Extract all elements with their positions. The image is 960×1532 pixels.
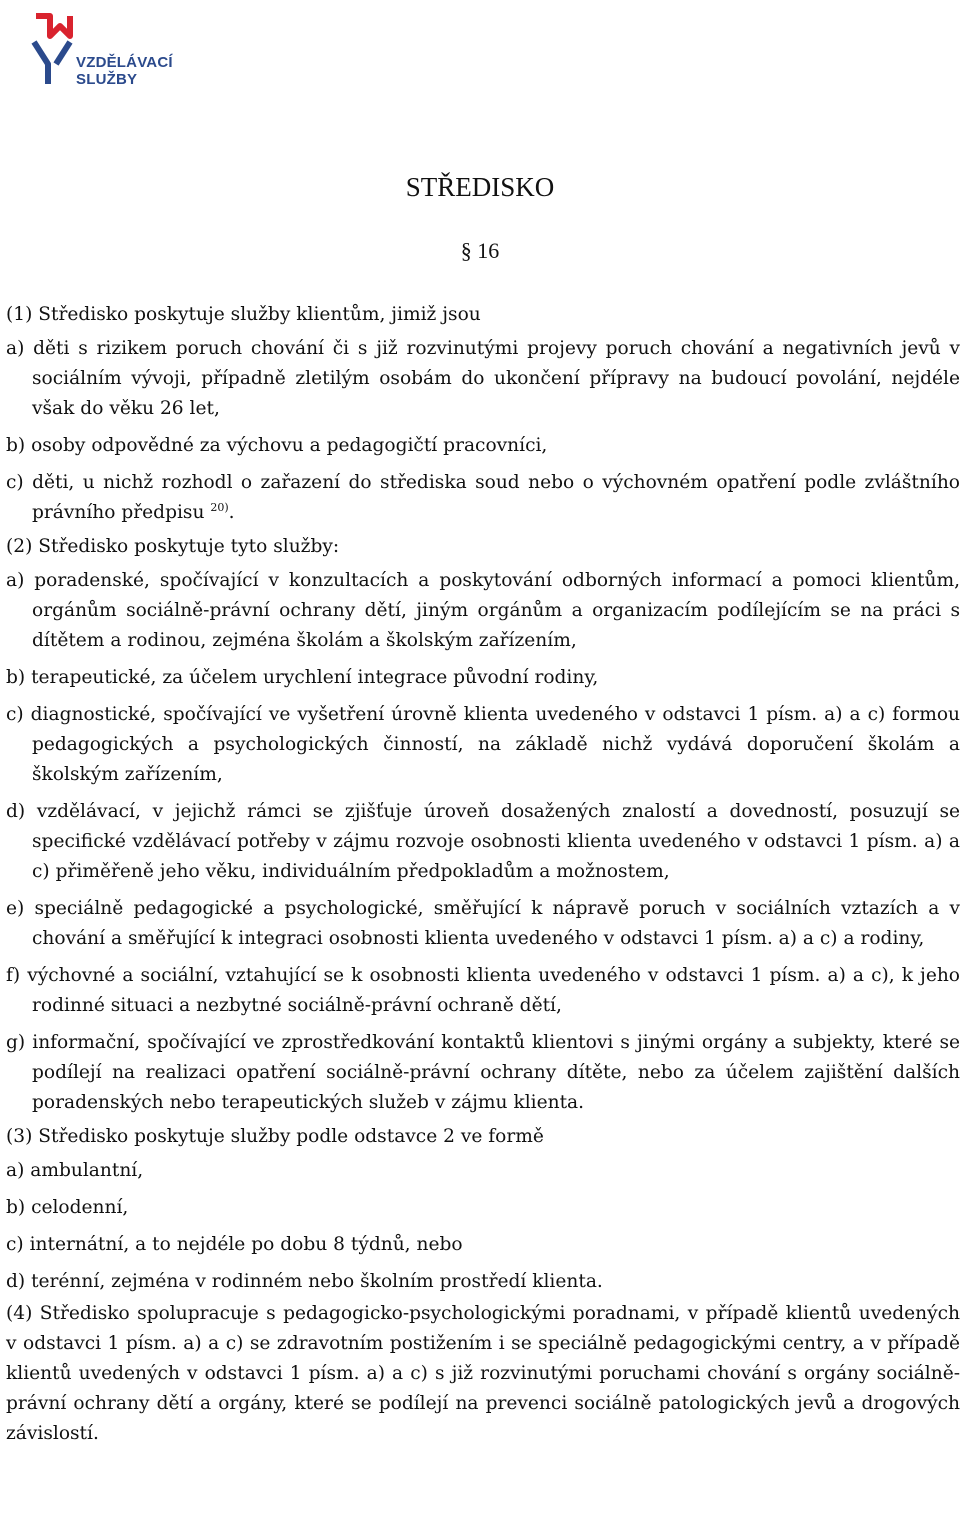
page-title: STŘEDISKO <box>405 172 555 202</box>
logo-text-line1: VZDĚLÁVACÍ <box>76 54 173 71</box>
para1-item-b: b) osoby odpovědné za výchovu a pedagogičtí pracovníci, <box>6 435 548 456</box>
para3-item-a: a) ambulantní, <box>6 1160 144 1181</box>
para2-item-e: e) speciálně pedagogické a psychologické, směřující k nápravě poruch v sociálních vztazích a v chování a směřující k integraci osobnosti klienta uvedeného v odstavci 1 písm. a) a c) a rodiny, <box>6 898 960 949</box>
paragraph-4: (4) Středisko spolupracuje s pedagogicko-psychologickými poradnami, v případě klientů uvedených v odstavci 1 písm. a) a c) se zdravotním postižením i se speciálně pedagogickými centry, a v případě klientů uvedených v odstavci 1 písm. a) a c) s již rozvinutými poruchami chování s orgány sociálně-právní ochrany dětí a orgány, které se podílejí na prevenci sociálně patologických jevů a drogových závislostí. <box>6 1303 960 1444</box>
para3-item-b: b) celodenní, <box>6 1197 129 1218</box>
paragraph-1-intro: (1) Středisko poskytuje služby klientům, jimiž jsou <box>6 304 481 325</box>
para1-item-c-text: c) děti, u nichž rozhodl o zařazení do střediska soud nebo o výchovném opatření podle zvláštního právního předpisu <box>6 472 960 523</box>
para1-item-c <box>6 468 960 528</box>
para1-item-a: a) děti s rizikem poruch chování či s již rozvinutými projevy poruch chování a negativních jevů v sociálním vývoji, případně zletilým osobám do ukončení přípravy na budoucí povolání, nejdéle však do věku 26 let, <box>6 338 960 419</box>
para3-item-c: c) internátní, a to nejdéle po dobu 8 týdnů, nebo <box>6 1234 463 1255</box>
logo <box>30 12 180 92</box>
document-body <box>6 296 960 1455</box>
para2-item-b: b) terapeutické, za účelem urychlení integrace původní rodiny, <box>6 667 599 688</box>
para2-item-g: g) informační, spočívající ve zprostředkování kontaktů klientovi s jinými orgány a subjekty, které se podílejí na realizaci opatření sociálně-právní ochrany dítěte, nebo za účelem zajištění dalších poradenských nebo terapeutických služeb v zájmu klienta. <box>6 1032 960 1113</box>
paragraph-2-intro: (2) Středisko poskytuje tyto služby: <box>6 536 340 557</box>
footnote-ref: 20) <box>210 500 229 514</box>
para2-item-f: f) výchovné a sociální, vztahující se k osobnosti klienta uvedeného v odstavci 1 písm. a) a c), k jeho rodinné situaci a nezbytné sociálně-právní ochraně dětí, <box>6 965 960 1016</box>
para2-item-d: d) vzdělávací, v jejichž rámci se zjišťuje úroveň dosažených znalostí a dovedností, posuzují se specifické vzdělávací potřeby v zájmu rozvoje osobnosti klienta uvedeného v odstavci 1 písm. a) a c) přiměřeně jeho věku, individuálním předpokladům a možnostem, <box>6 801 960 882</box>
para3-item-d: d) terénní, zejména v rodinném nebo školním prostředí klienta. <box>6 1271 603 1292</box>
paragraph-3-intro: (3) Středisko poskytuje služby podle odstavce 2 ve formě <box>6 1126 544 1147</box>
para1-item-c-end: . <box>228 502 235 523</box>
para2-item-c: c) diagnostické, spočívající ve vyšetření úrovně klienta uvedeného v odstavci 1 písm. a) a c) formou pedagogických a psychologických činností, na základě nichž vydává doporučení školám a školským zařízením, <box>6 704 960 785</box>
logo-text-line2: SLUŽBY <box>76 71 138 88</box>
section-number: § 16 <box>460 238 500 263</box>
para2-item-a: a) poradenské, spočívající v konzultacích a poskytování odborných informací a pomoci klientům, orgánům sociálně-právní ochrany dětí, jiným orgánům a organizacím podílejícím se na práci s dítětem a rodinou, zejména školám a školským zařízením, <box>6 570 960 651</box>
logo-mark-icon <box>30 12 78 90</box>
